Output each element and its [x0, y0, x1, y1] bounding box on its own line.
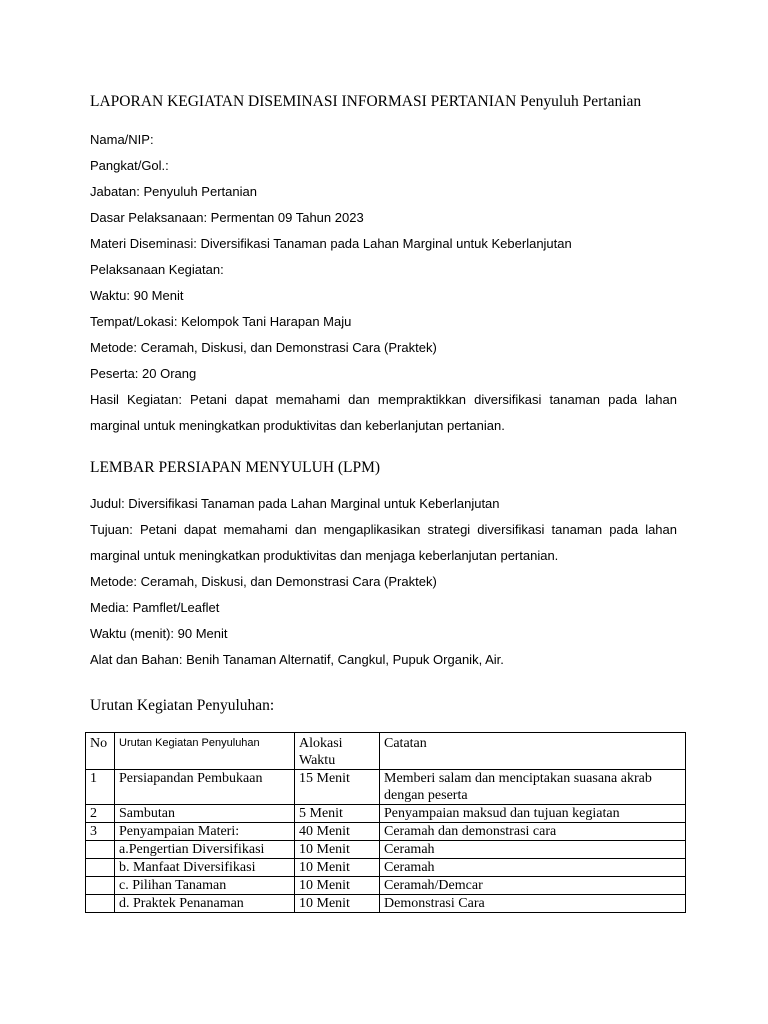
table-row — [86, 895, 686, 913]
cell-alokasi: 10 Menit — [295, 841, 380, 859]
cell-kegiatan: Penyampaian Materi: — [115, 823, 295, 841]
cell-kegiatan: b. Manfaat Diversifikasi — [115, 859, 295, 877]
lpm-fields — [90, 491, 680, 673]
table-row — [86, 823, 686, 841]
header-alokasi: Alokasi Waktu — [295, 733, 380, 770]
lpm-metode: Metode: Ceramah, Diskusi, dan Demonstrasi Cara (Praktek) — [90, 574, 437, 589]
field-jabatan: Jabatan: Penyuluh Pertanian — [90, 184, 257, 199]
cell-no: 1 — [86, 770, 115, 805]
cell-kegiatan: Sambutan — [115, 805, 295, 823]
urutan-title: Urutan Kegiatan Penyuluhan: — [90, 697, 275, 714]
cell-no — [86, 841, 115, 859]
cell-catatan: Ceramah — [380, 841, 686, 859]
field-waktu: Waktu: 90 Menit — [90, 288, 184, 303]
cell-no — [86, 859, 115, 877]
header-catatan: Catatan — [380, 733, 686, 770]
urutan-kegiatan-table — [85, 732, 686, 913]
cell-kegiatan: d. Praktek Penanaman — [115, 895, 295, 913]
cell-no — [86, 895, 115, 913]
field-dasar-pelaksanaan: Dasar Pelaksanaan: Permentan 09 Tahun 2023 — [90, 210, 364, 225]
cell-alokasi: 5 Menit — [295, 805, 380, 823]
cell-alokasi: 10 Menit — [295, 859, 380, 877]
cell-catatan: Memberi salam dan menciptakan suasana akrab dengan peserta — [380, 770, 686, 805]
cell-kegiatan: Persiapandan Pembukaan — [115, 770, 295, 805]
cell-catatan: Ceramah — [380, 859, 686, 877]
field-pelaksanaan-kegiatan: Pelaksanaan Kegiatan: — [90, 262, 224, 277]
field-hasil-kegiatan: Hasil Kegiatan: Petani dapat memahami dan mempraktikkan diversifikasi tanaman pada lahan marginal untuk meningkatkan produktivitas dan keberlanjutan pertanian. — [90, 392, 677, 433]
lpm-waktu: Waktu (menit): 90 Menit — [90, 626, 228, 641]
table-row — [86, 805, 686, 823]
laporan-title-main: LAPORAN KEGIATAN DISEMINASI INFORMASI PERTANIAN — [90, 93, 517, 110]
cell-kegiatan: a.Pengertian Diversifikasi — [115, 841, 295, 859]
cell-catatan: Penyampaian maksud dan tujuan kegiatan — [380, 805, 686, 823]
cell-no: 2 — [86, 805, 115, 823]
laporan-fields — [90, 127, 680, 439]
header-no: No — [86, 733, 115, 770]
lpm-alat-bahan: Alat dan Bahan: Benih Tanaman Alternatif, Cangkul, Pupuk Organik, Air. — [90, 652, 504, 667]
laporan-subtitle: Penyuluh Pertanian — [520, 93, 642, 110]
cell-catatan: Ceramah dan demonstrasi cara — [380, 823, 686, 841]
field-metode: Metode: Ceramah, Diskusi, dan Demonstrasi Cara (Praktek) — [90, 340, 437, 355]
field-nama-nip: Nama/NIP: — [90, 132, 154, 147]
field-pangkat: Pangkat/Gol.: — [90, 158, 169, 173]
cell-catatan: Ceramah/Demcar — [380, 877, 686, 895]
table-row — [86, 859, 686, 877]
cell-alokasi: 10 Menit — [295, 895, 380, 913]
cell-alokasi: 40 Menit — [295, 823, 380, 841]
lpm-media: Media: Pamflet/Leaflet — [90, 600, 220, 615]
laporan-title — [90, 92, 710, 112]
lpm-title: LEMBAR PERSIAPAN MENYULUH (LPM) — [90, 459, 381, 476]
lpm-tujuan: Tujuan: Petani dapat memahami dan mengaplikasikan strategi diversifikasi tanaman pada lahan marginal untuk meningkatkan produktivitas dan menjaga keberlanjutan pertanian. — [90, 522, 677, 563]
cell-no — [86, 877, 115, 895]
cell-alokasi: 15 Menit — [295, 770, 380, 805]
cell-catatan: Demonstrasi Cara — [380, 895, 686, 913]
field-peserta: Peserta: 20 Orang — [90, 366, 197, 381]
cell-kegiatan: c. Pilihan Tanaman — [115, 877, 295, 895]
table-header-row — [86, 733, 686, 770]
cell-no: 3 — [86, 823, 115, 841]
field-materi-diseminasi: Materi Diseminasi: Diversifikasi Tanaman pada Lahan Marginal untuk Keberlanjutan — [90, 236, 572, 251]
field-tempat-lokasi: Tempat/Lokasi: Kelompok Tani Harapan Maju — [90, 314, 352, 329]
table-row — [86, 770, 686, 805]
header-kegiatan: Urutan Kegiatan Penyuluhan — [115, 733, 295, 770]
lpm-judul: Judul: Diversifikasi Tanaman pada Lahan Marginal untuk Keberlanjutan — [90, 496, 500, 511]
table-row — [86, 877, 686, 895]
table-row — [86, 841, 686, 859]
cell-alokasi: 10 Menit — [295, 877, 380, 895]
